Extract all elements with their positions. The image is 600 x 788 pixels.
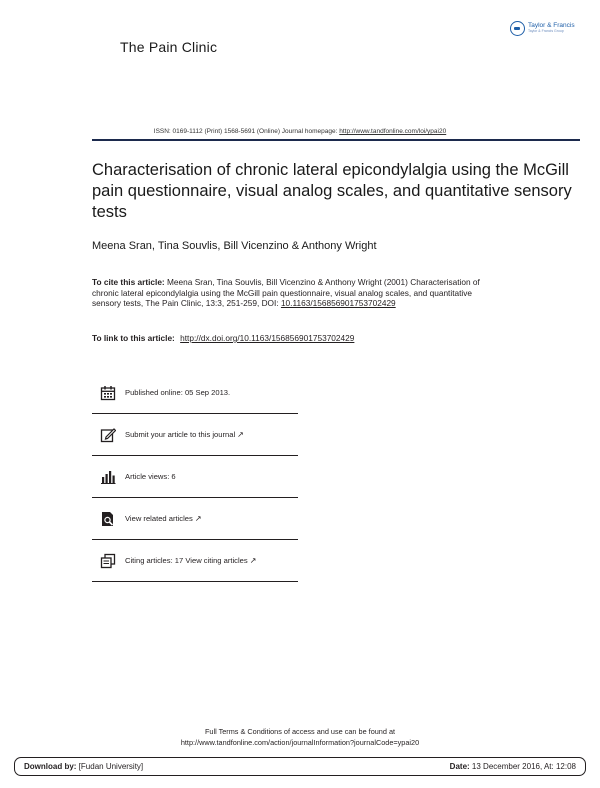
citation-text: Meena Sran, Tina Souvlis, Bill Vicenzino & Anthony Wright (2001) Characterisation of chronic lateral epicondylalgia using the McGill pain questionnaire, visual analog scales, and quantitative sensory tests, The Pain Clinic, 13:3, 251-259, DOI: [92,277,480,308]
related-articles-link[interactable]: View related articles [125,514,193,523]
submit-article-link[interactable]: Submit your article to this journal [125,430,236,439]
article-views-text: Article views: 6 [125,472,176,481]
citation-label: To cite this article: [92,277,165,287]
external-link-icon: ↗ [249,556,257,565]
edit-icon [100,427,116,443]
download-info-bar [14,757,586,776]
download-date-value: 13 December 2016, At: 12:08 [471,762,576,771]
issn-line [0,128,600,135]
calendar-icon [100,385,116,401]
publisher-tagline: Taylor & Francis Group [528,29,564,33]
related-articles-row[interactable] [92,498,298,540]
downloaded-by-label: Download by: [24,762,77,771]
search-document-icon [100,511,116,527]
citing-articles-row[interactable] [92,540,298,582]
published-online-row [92,372,298,414]
publisher-logo-icon [510,21,525,36]
article-title: Characterisation of chronic lateral epicondylalgia using the McGill pain questionnaire, visual analog scales, and quantitative sensory tests [92,161,572,221]
published-online-text: Published online: 05 Sep 2013. [125,388,231,397]
article-link-line [92,333,354,343]
bar-chart-icon [100,469,116,485]
citing-articles-icon [100,553,116,569]
external-link-icon: ↗ [237,430,244,439]
article-doi-url[interactable]: http://dx.doi.org/10.1163/156856901753702429 [180,333,355,343]
article-views-row [92,456,298,498]
publisher-name: Taylor & Francis [528,21,575,29]
article-info-list [92,372,298,582]
citation-block [92,277,492,309]
downloaded-by [24,762,143,771]
terms-url-link[interactable]: http://www.tandfonline.com/action/journalInformation?journalCode=ypai20 [180,737,420,747]
issn-text: ISSN: 0169-1112 (Print) 1568-5691 (Online) Journal homepage: [153,128,338,135]
citing-articles-link[interactable]: Citing articles: 17 View citing articles [125,556,248,565]
link-label: To link to this article: [92,333,175,343]
article-authors: Meena Sran, Tina Souvlis, Bill Vicenzino & Anthony Wright [92,240,377,252]
download-date-label: Date: [449,762,470,771]
publisher-logo[interactable] [510,17,588,39]
citation-doi-link[interactable]: 10.1163/156856901753702429 [280,298,396,308]
footer-terms [0,727,600,748]
submit-article-row[interactable] [92,414,298,456]
journal-homepage-link[interactable]: http://www.tandfonline.com/loi/ypai20 [339,128,447,135]
external-link-icon: ↗ [194,514,202,523]
journal-name: The Pain Clinic [120,39,218,55]
download-date [450,762,576,771]
downloaded-by-value: [Fudan University] [78,762,144,771]
terms-text: Full Terms & Conditions of access and use can be found at [204,727,396,736]
header-divider [92,139,580,141]
